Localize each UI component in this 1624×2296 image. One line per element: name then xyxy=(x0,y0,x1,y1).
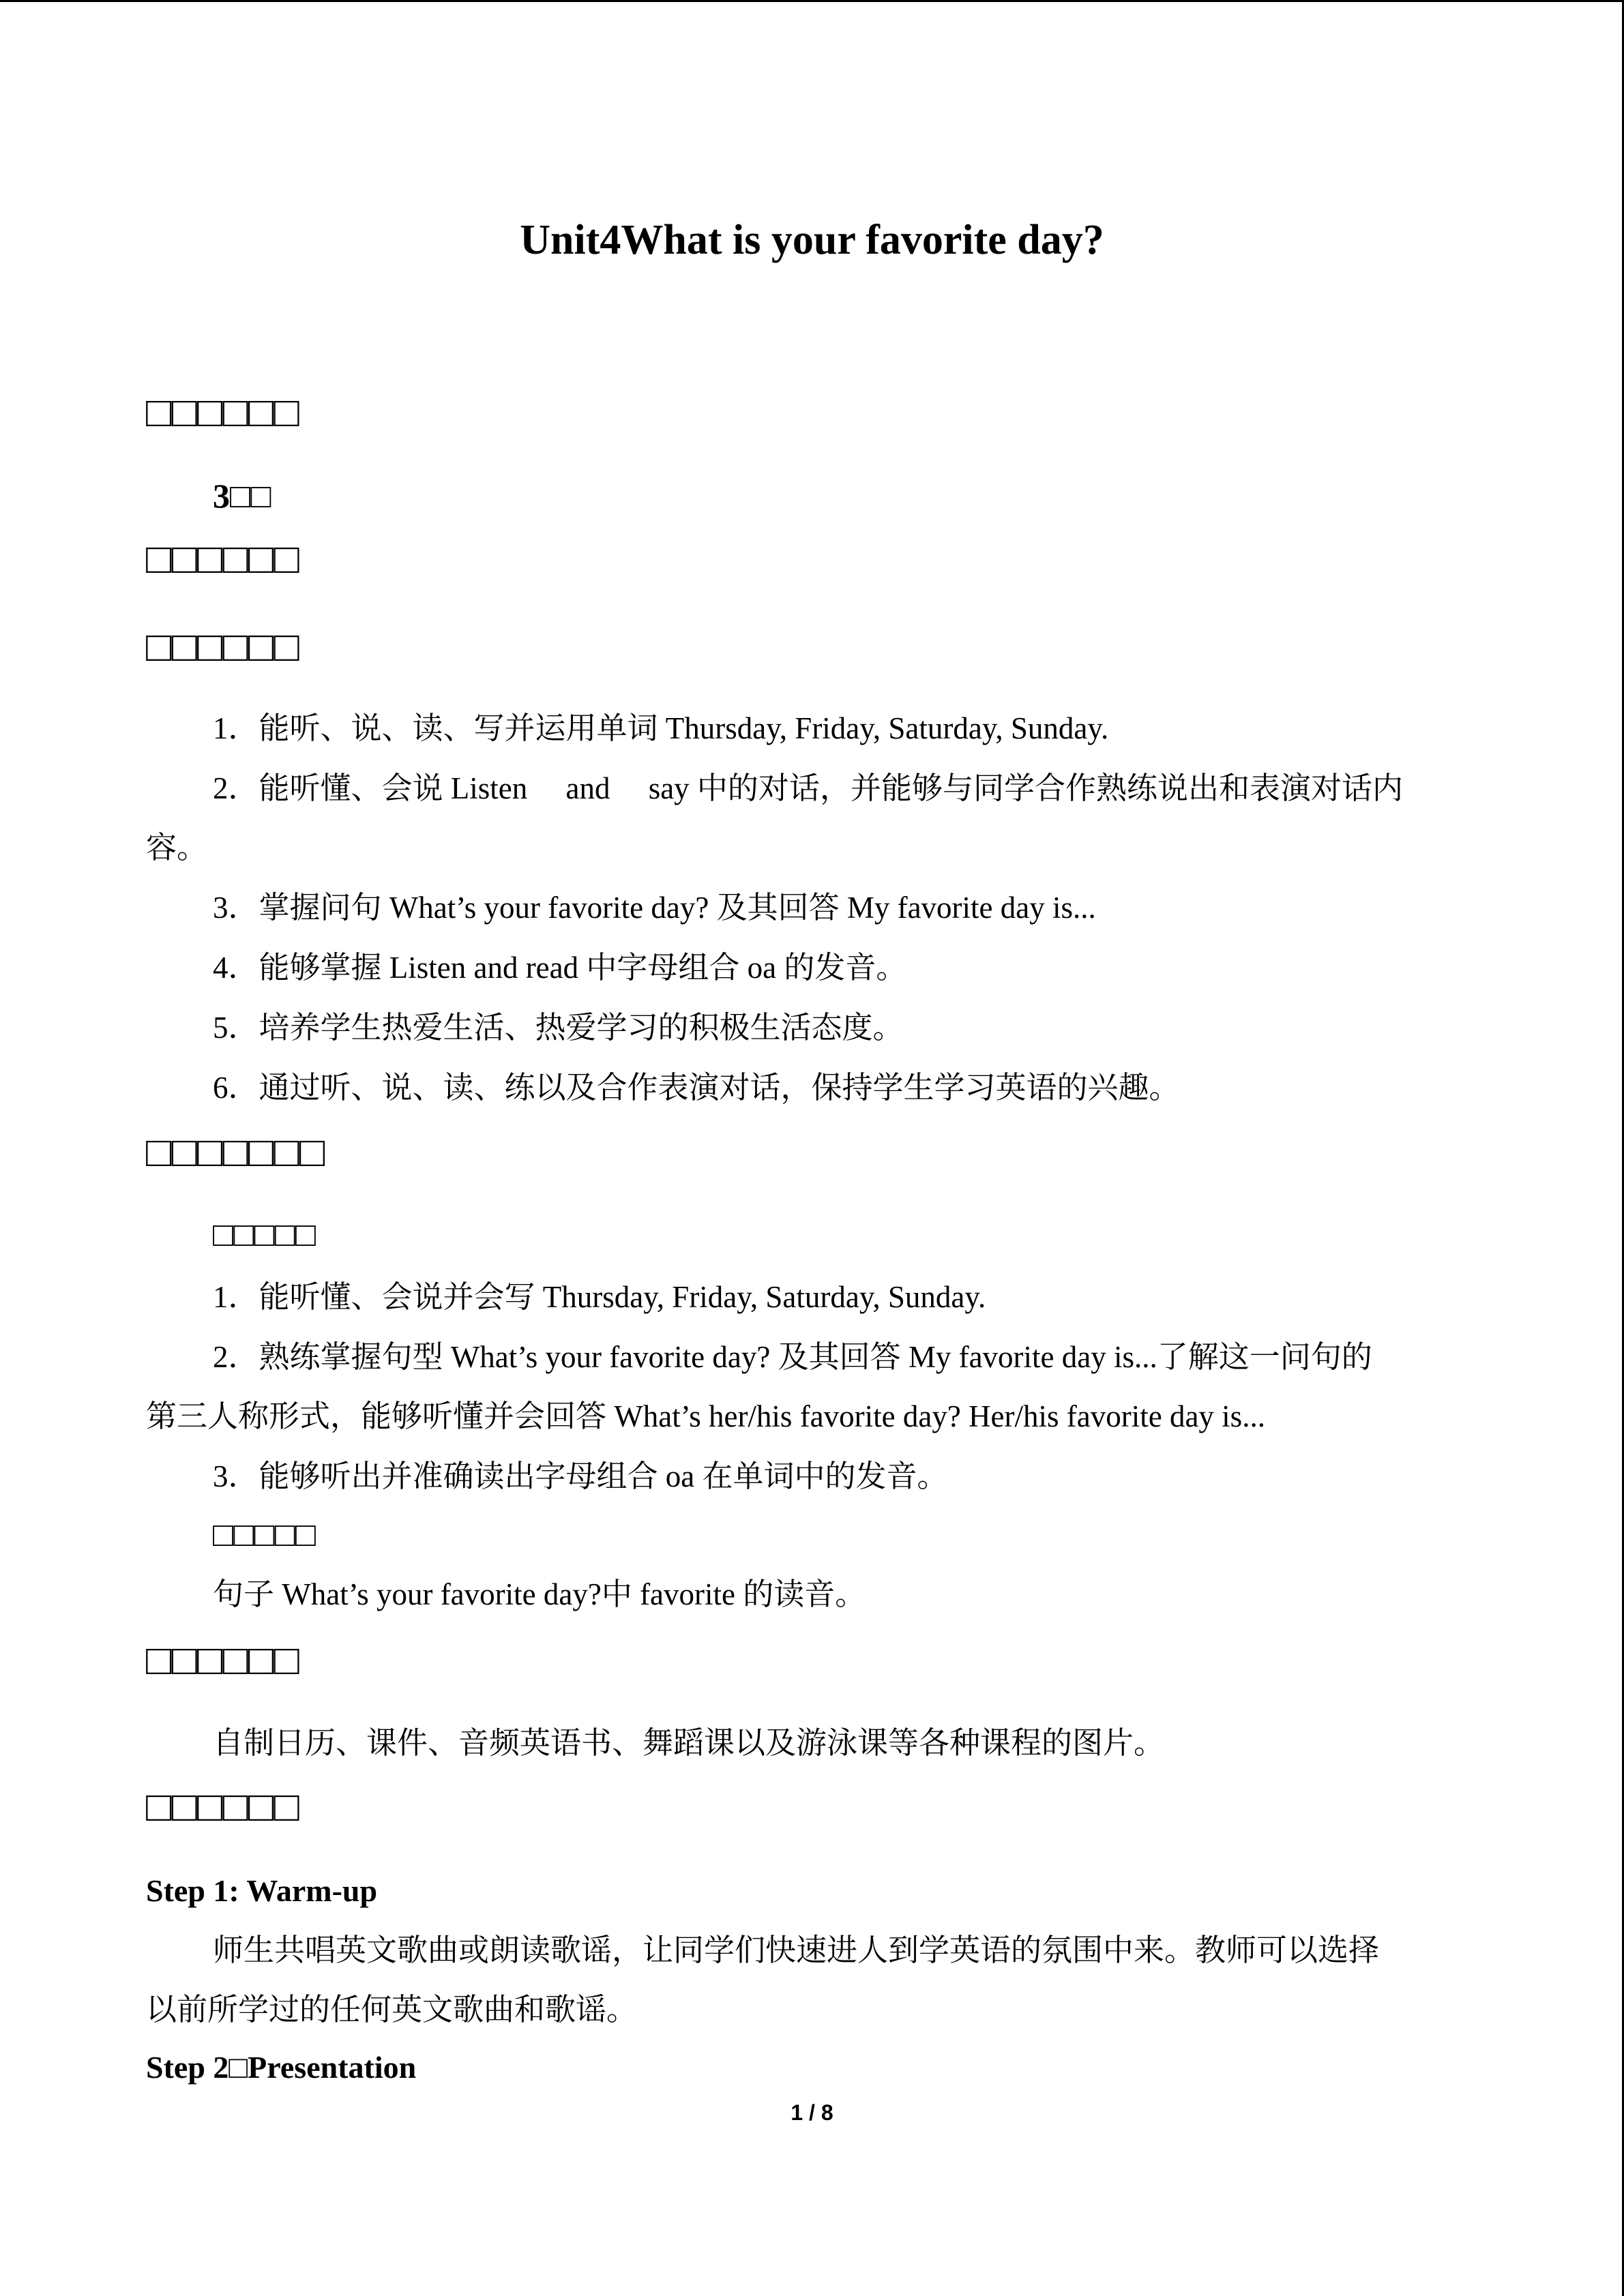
document-title: Unit4What is your favorite day? xyxy=(520,217,1104,263)
goal-line: 5．培养学生热爱生活、热爱学习的积极生活态度。 xyxy=(213,1011,904,1045)
grade-label: 3□□ xyxy=(213,477,271,515)
keypoint-line: 第三人称形式，能够听懂并会回答 What’s her/his favorite day? Her/his favorite day is... xyxy=(146,1399,1265,1433)
step1-line: 师生共唱英文歌曲或朗读歌谣，让同学们快速进人到学英语的氛围中来。教师可以选择 xyxy=(213,1933,1380,1967)
step2-heading: Step 2□Presentation xyxy=(146,2050,417,2085)
section-heading-objectives: □□□□□□ xyxy=(146,389,299,436)
goal-line: 3．掌握问句 What’s your favorite day? 及其回答 My favorite day is... xyxy=(213,891,1096,925)
section-heading-analysis: □□□□□□ xyxy=(146,536,299,582)
difficulty-text: 句子 What’s your favorite day?中 favorite 的读音。 xyxy=(213,1577,866,1611)
step1-heading: Step 1: Warm-up xyxy=(146,1873,378,1908)
keypoint-line: 2．熟练掌握句型 What’s your favorite day? 及其回答 My favorite day is...了解这一问句的 xyxy=(213,1340,1372,1374)
prep-text: 自制日历、课件、音频英语书、舞蹈课以及游泳课等各种课程的图片。 xyxy=(213,1726,1165,1760)
section-heading-process: □□□□□□ xyxy=(146,1784,299,1830)
step1-line: 以前所学过的任何英文歌曲和歌谣。 xyxy=(146,1993,638,2027)
page-number: 1 / 8 xyxy=(791,2100,833,2125)
goal-line: 4．能够掌握 Listen and read 中字母组合 oa 的发音。 xyxy=(213,951,907,985)
goal-line: 6．通过听、说、读、练以及合作表演对话，保持学生学习英语的兴趣。 xyxy=(213,1071,1180,1105)
keypoints-subheading: □□□□□ xyxy=(213,1215,316,1253)
goal-line: 2．能听懂、会说 Listen and say 中的对话，并能够与同学合作熟练说出和表演对话内 xyxy=(213,771,1403,805)
section-heading-goals: □□□□□□ xyxy=(146,624,299,670)
goal-line: 容。 xyxy=(146,831,208,865)
section-heading-prep: □□□□□□ xyxy=(146,1637,299,1684)
goal-line: 1．能听、说、读、写并运用单词 Thursday, Friday, Saturday, Sunday. xyxy=(213,711,1109,745)
keypoint-line: 3．能够听出并准确读出字母组合 oa 在单词中的发音。 xyxy=(213,1459,948,1493)
difficulty-subheading: □□□□□ xyxy=(213,1515,316,1553)
keypoint-line: 1．能听懂、会说并会写 Thursday, Friday, Saturday, Sunday. xyxy=(213,1280,986,1314)
section-heading-keypoints: □□□□□□□ xyxy=(146,1129,325,1176)
